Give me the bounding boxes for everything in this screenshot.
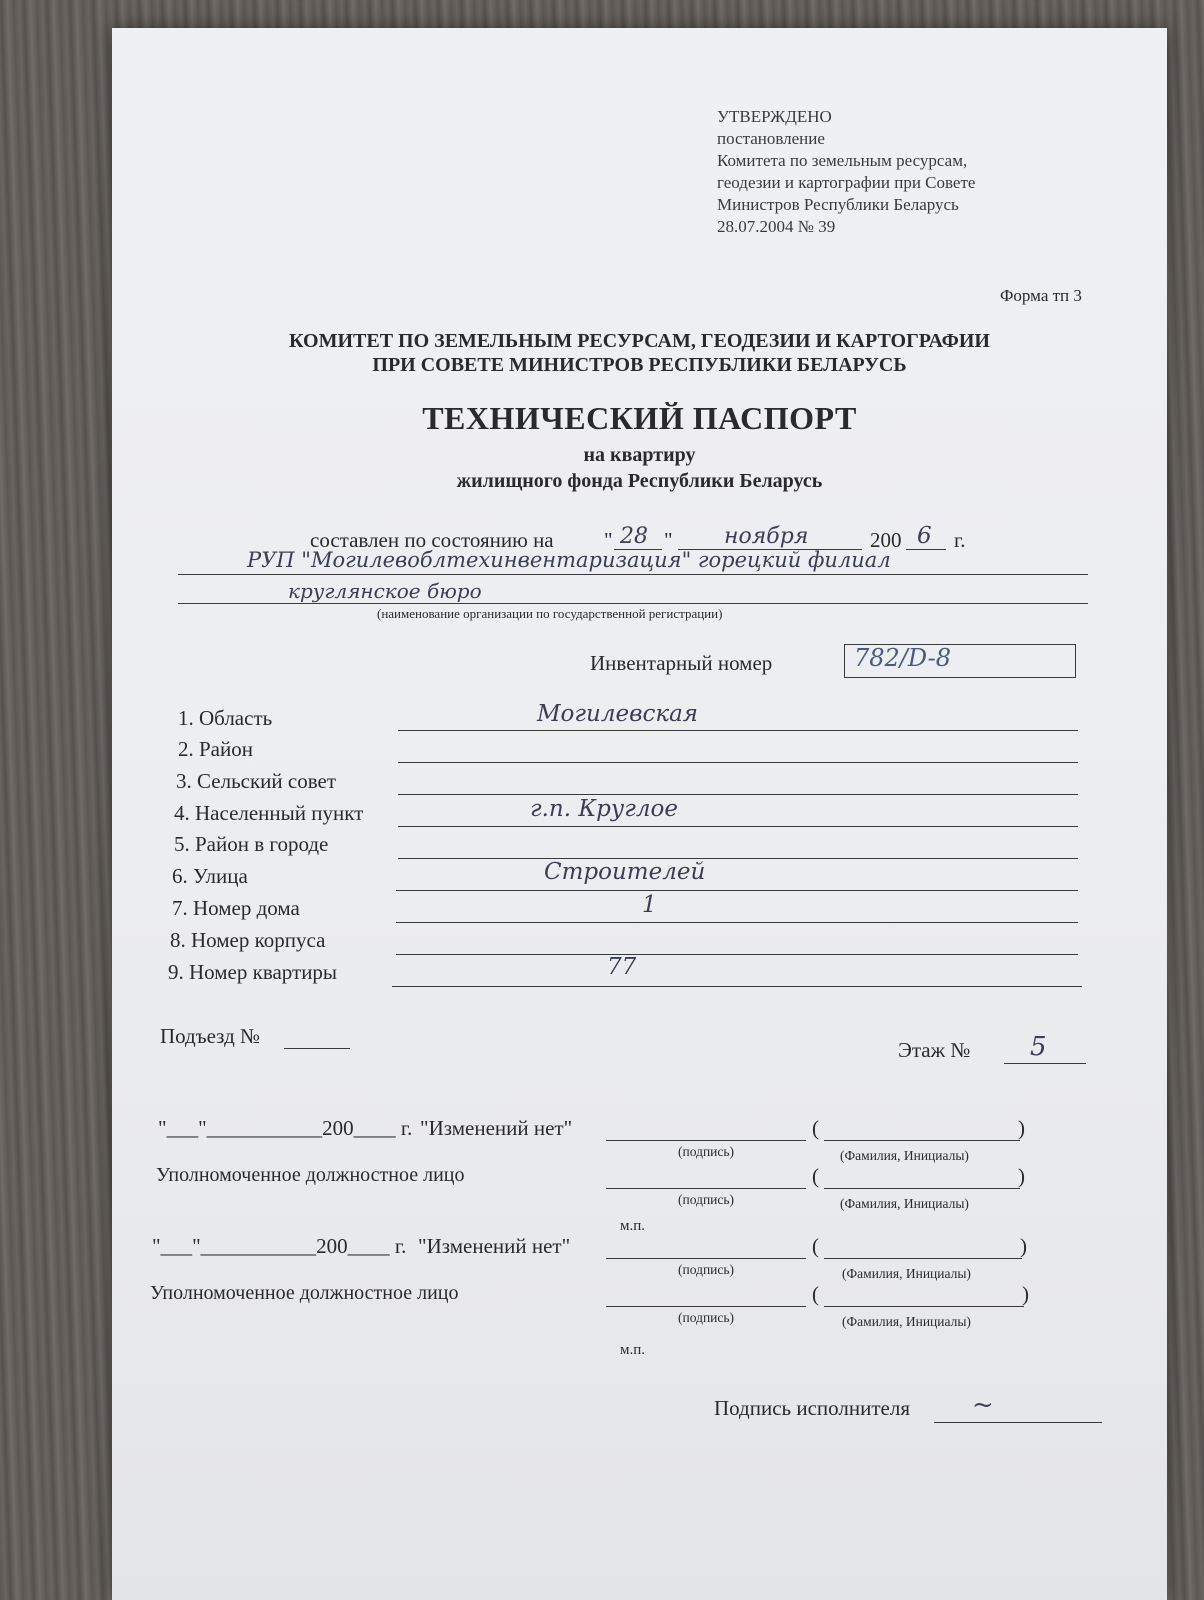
paren-open-2a: ( xyxy=(812,1234,819,1258)
signature-caption-1b: (подпись) xyxy=(678,1192,735,1207)
official-label-2: Уполномоченное должностное лицо xyxy=(150,1282,459,1304)
inventory-value: 782/D-8 xyxy=(854,644,951,672)
paren-close-1b: ) xyxy=(1018,1164,1025,1188)
approval-line: Министров Республики Беларусь xyxy=(717,195,959,214)
compiled-year-line xyxy=(906,549,946,550)
executor-line xyxy=(934,1422,1102,1423)
field-line-village-council xyxy=(398,794,1078,795)
change-date-1: "___"___________200____ г. xyxy=(158,1116,413,1140)
entrance-line xyxy=(284,1048,350,1049)
signature-caption-2a: (подпись) xyxy=(678,1262,735,1277)
name-line-2b xyxy=(824,1306,1024,1307)
approval-line: геодезии и картографии при Совете xyxy=(717,173,976,192)
approval-line: 28.07.2004 № 39 xyxy=(717,217,836,236)
field-value-street: Строителей xyxy=(544,859,706,885)
field-value-region: Могилевская xyxy=(537,701,699,727)
field-value-house: 1 xyxy=(642,892,657,918)
floor-label: Этаж № xyxy=(898,1038,971,1062)
compiled-quote-close: " xyxy=(664,528,673,552)
inventory-label: Инвентарный номер xyxy=(590,651,773,675)
compiled-year-suffix: г. xyxy=(954,528,966,552)
field-label-house: 7. Номер дома xyxy=(172,896,300,920)
change-date-2: "___"___________200____ г. xyxy=(152,1234,407,1258)
field-line-street xyxy=(396,890,1078,891)
change-no-changes-2: "Изменений нет" xyxy=(418,1234,571,1258)
field-label-village-council: 3. Сельский совет xyxy=(176,769,337,793)
paren-close-1a: ) xyxy=(1018,1116,1025,1140)
compiled-month: ноября xyxy=(724,524,809,549)
field-value-apartment: 77 xyxy=(607,954,637,980)
document-subtitle-2: жилищного фонда Республики Беларусь xyxy=(456,470,823,492)
compiled-prefix: составлен по состоянию на xyxy=(310,528,554,552)
approval-line: постановление xyxy=(717,129,825,148)
field-label-street: 6. Улица xyxy=(172,864,248,888)
document-title: ТЕХНИЧЕСКИЙ ПАСПОРТ xyxy=(422,400,857,436)
field-label-region: 1. Область xyxy=(178,706,273,730)
name-line-1b xyxy=(824,1188,1020,1189)
name-caption-1a: (Фамилия, Инициалы) xyxy=(840,1148,969,1163)
org-value-1: РУП "Могилевоблтехинвентаризация" горецкий филиал xyxy=(247,548,891,572)
org-caption: (наименование организации по государственной регистрации) xyxy=(377,606,723,621)
paren-open-1a: ( xyxy=(812,1116,819,1140)
field-label-district: 2. Район xyxy=(178,737,253,761)
document-sheet xyxy=(112,28,1167,1600)
floor-value: 5 xyxy=(1030,1032,1047,1062)
approval-line: Комитета по земельным ресурсам, xyxy=(717,151,968,170)
signature-line-1b xyxy=(606,1188,806,1189)
org-value-2: круглянское бюро xyxy=(288,579,482,603)
field-line-city-district xyxy=(398,858,1078,859)
name-caption-2b: (Фамилия, Инициалы) xyxy=(842,1314,971,1329)
org-line-1 xyxy=(178,574,1088,575)
field-line-apartment xyxy=(392,986,1082,987)
committee-line-2: ПРИ СОВЕТЕ МИНИСТРОВ РЕСПУБЛИКИ БЕЛАРУСЬ xyxy=(372,354,907,376)
field-line-building xyxy=(396,954,1078,955)
executor-label: Подпись исполнителя xyxy=(714,1396,910,1420)
change-no-changes-1: "Изменений нет" xyxy=(420,1116,573,1140)
committee-line-1: КОМИТЕТ ПО ЗЕМЕЛЬНЫМ РЕСУРСАМ, ГЕОДЕЗИИ И КАРТОГРАФИИ xyxy=(289,330,990,352)
form-code: Форма тп 3 xyxy=(1000,286,1082,305)
field-line-district xyxy=(398,762,1078,763)
name-caption-2a: (Фамилия, Инициалы) xyxy=(842,1266,971,1281)
signature-line-2b xyxy=(606,1306,806,1307)
org-line-2 xyxy=(178,603,1088,604)
paren-open-1b: ( xyxy=(812,1164,819,1188)
compiled-quote-open: " xyxy=(604,528,613,552)
paren-close-2b: ) xyxy=(1022,1282,1029,1306)
compiled-day: 28 xyxy=(620,524,648,549)
name-line-1a xyxy=(824,1140,1020,1141)
official-label-1: Уполномоченное должностное лицо xyxy=(156,1164,465,1186)
field-label-building: 8. Номер корпуса xyxy=(170,928,326,952)
document-subtitle-1: на квартиру xyxy=(583,444,696,466)
signature-caption-2b: (подпись) xyxy=(678,1310,735,1325)
signature-line-2a xyxy=(606,1258,806,1259)
field-line-house xyxy=(396,922,1078,923)
paren-open-2b: ( xyxy=(812,1282,819,1306)
compiled-year-prefix: 200 xyxy=(870,528,902,552)
field-line-settlement xyxy=(398,826,1078,827)
field-line-region xyxy=(398,730,1078,731)
approval-block xyxy=(717,106,975,238)
approval-line: УТВЕРЖДЕНО xyxy=(717,107,832,126)
name-line-2a xyxy=(824,1258,1022,1259)
field-label-settlement: 4. Населенный пункт xyxy=(174,801,364,825)
stamp-label-2: м.п. xyxy=(620,1342,646,1358)
field-label-apartment: 9. Номер квартиры xyxy=(168,960,338,984)
stamp-label-1: м.п. xyxy=(620,1218,646,1234)
paren-close-2a: ) xyxy=(1020,1234,1027,1258)
entrance-label: Подъезд № xyxy=(160,1024,261,1048)
executor-signature: ~ xyxy=(972,1390,994,1420)
signature-line-1a xyxy=(606,1140,806,1141)
field-value-settlement: г.п. Круглое xyxy=(530,796,678,822)
name-caption-1b: (Фамилия, Инициалы) xyxy=(840,1196,969,1211)
field-label-city-district: 5. Район в городе xyxy=(174,832,329,856)
compiled-year-digit: 6 xyxy=(917,523,932,549)
signature-caption-1a: (подпись) xyxy=(678,1144,735,1159)
floor-line xyxy=(1004,1063,1086,1064)
